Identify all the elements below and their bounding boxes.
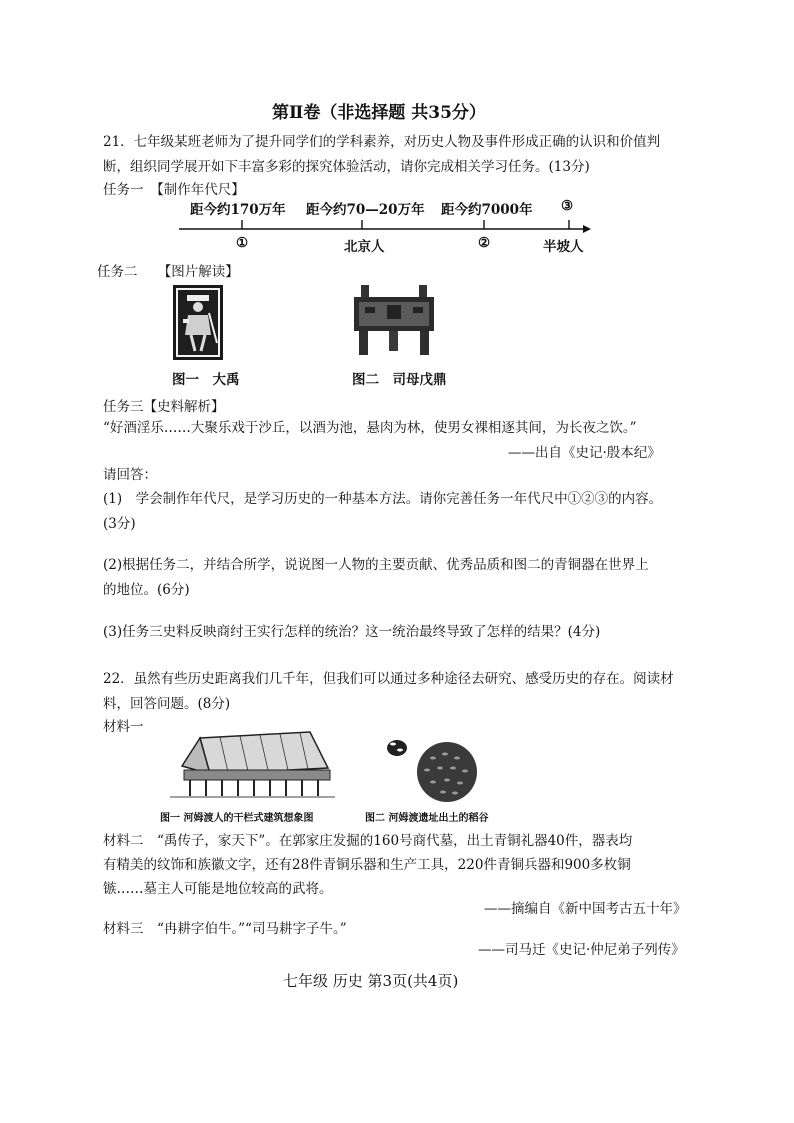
- q21-intro-line2: 断，组织同学展开如下丰富多彩的探究体验活动，请你完成相关学习任务。(13分): [103, 159, 590, 175]
- timeline-bottom-2: 北京人: [344, 239, 385, 255]
- material2-line1: 材料二 “禹传子，家天下”。在郭家庄发掘的160号商代墓，出土青铜礼器40件，器表均: [103, 833, 633, 849]
- simuwu-ding-image: [349, 283, 439, 358]
- q21-fig2-caption: 图二 司母戊鼎: [352, 372, 447, 388]
- q21-sub1-line1: (1) 学会制作年代尺，是学习历史的一种基本方法。请你完善任务一年代尺中①②③的内容。: [103, 491, 663, 507]
- timeline-top-2: 距今约70—20万年: [306, 202, 425, 218]
- page-footer: 七年级 历史 第3页(共4页): [283, 972, 459, 990]
- q22-intro-line1: 22．虽然有些历史距离我们几千年，但我们可以通过多种途径去研究、感受历史的存在。阅读材: [103, 671, 674, 687]
- material3: 材料三 “冉耕字伯牛。”“司马耕字子牛。”: [103, 921, 347, 937]
- material2-line2: 有精美的纹饰和族徽文字，还有28件青铜乐器和生产工具，220件青铜兵器和900多枚铜: [103, 857, 631, 873]
- material2-source: ——摘编自《新中国考古五十年》: [484, 901, 687, 917]
- q21-fig1-caption: 图一 大禹: [172, 372, 240, 388]
- task2-label: 任务二 【图片解读】: [97, 264, 239, 280]
- material1-label: 材料一: [103, 719, 144, 735]
- material2-line3: 镞……墓主人可能是地位较高的武将。: [103, 881, 333, 897]
- section-title: 第Ⅱ卷（非选择题 共35分）: [272, 103, 486, 123]
- q21-sub3: (3)任务三史料反映商纣王实行怎样的统治？这一统治最终导致了怎样的结果？(4分): [103, 624, 601, 640]
- timeline-bottom-4: 半坡人: [543, 239, 584, 255]
- timeline-top-3: 距今约7000年: [441, 202, 533, 218]
- timeline-top-1: 距今约170万年: [190, 202, 286, 218]
- timeline-top-4: ③: [561, 198, 574, 214]
- material3-source: ——司马迁《史记·仲尼弟子列传》: [478, 942, 685, 958]
- task3-quote-source: ——出自《史记·殷本纪》: [508, 445, 661, 461]
- q22-fig1-caption: 图一 河姆渡人的干栏式建筑想象图: [160, 813, 314, 824]
- q21-sub1-line2: (3分): [103, 516, 136, 532]
- q21-intro-line1: 21．七年级某班老师为了提升同学们的学科素养，对历史人物及事件形成正确的认识和价值判: [103, 134, 661, 150]
- task3-label: 任务三【史料解析】: [103, 399, 225, 415]
- task1-label: 任务一 【制作年代尺】: [103, 182, 245, 198]
- timeline-bottom-3: ②: [478, 235, 491, 251]
- task3-quote: “好酒淫乐……大聚乐戏于沙丘，以酒为池，悬肉为林，使男女裸相逐其间，为长夜之饮。”: [103, 420, 637, 436]
- q21-sub2-line1: (2)根据任务二，并结合所学，说说图一人物的主要贡献、优秀品质和图二的青铜器在世界上: [103, 557, 649, 573]
- da-yu-image: [173, 285, 223, 360]
- answer-prompt: 请回答：: [103, 467, 157, 483]
- q22-intro-line2: 料，回答问题。(8分): [103, 696, 231, 712]
- q22-fig2-caption: 图二 河姆渡遗址出土的稻谷: [365, 813, 489, 824]
- q21-sub2-line2: 的地位。(6分): [103, 582, 190, 598]
- rice-grains-image: [385, 738, 485, 803]
- timeline-bottom-1: ①: [236, 235, 249, 251]
- stilt-house-image: [170, 730, 335, 800]
